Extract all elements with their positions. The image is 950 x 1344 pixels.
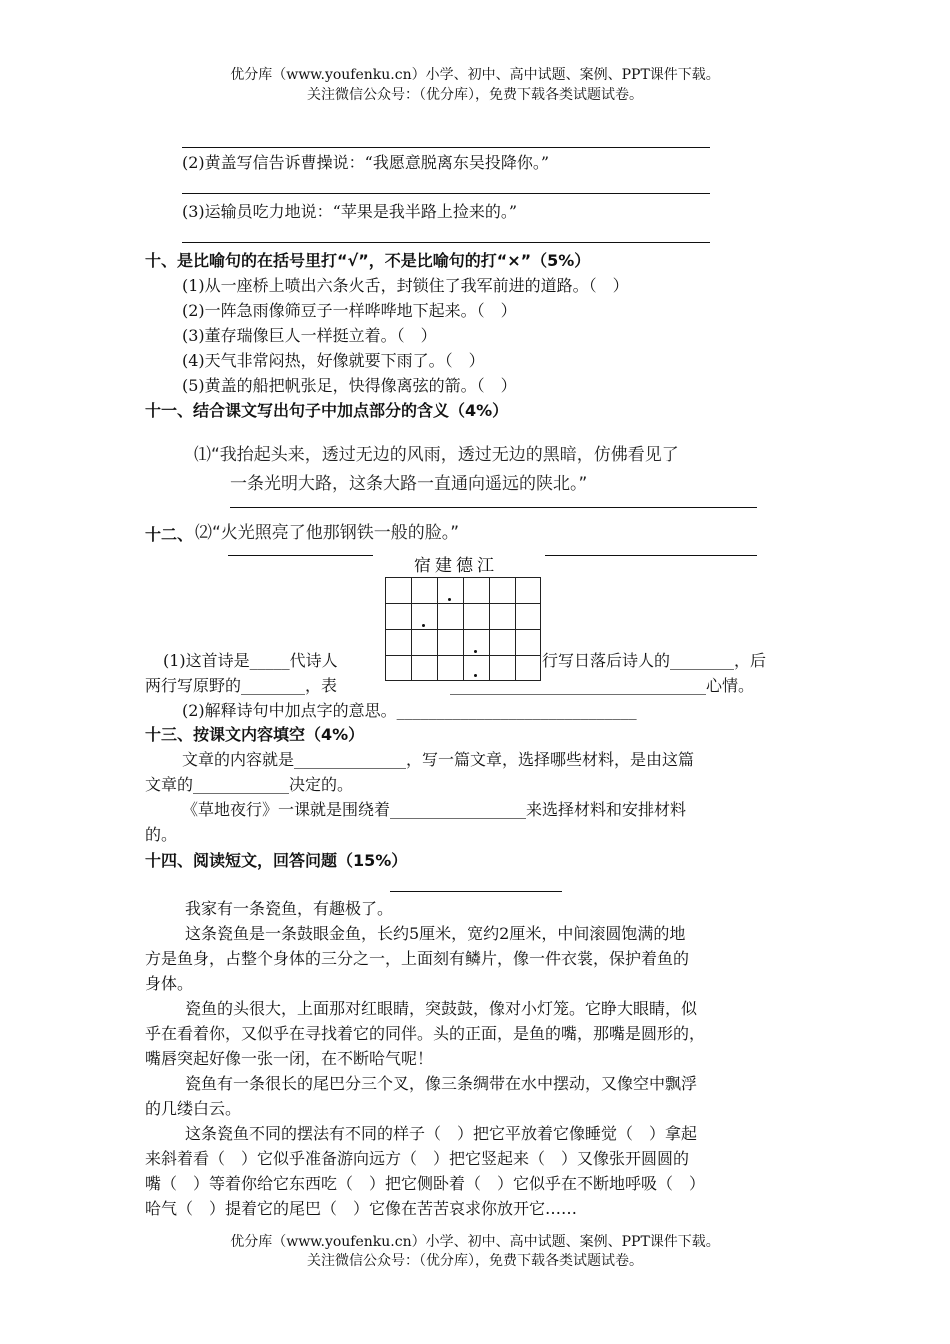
- passage-line: 来斜着看（ ）它似乎准备游向远方（ ）把它竖起来（ ）又像张开圆圆的: [145, 1149, 690, 1168]
- q10-item-1: (1)从一座桥上喷出六条火舌，封锁住了我军前进的道路。（ ）: [182, 276, 629, 295]
- answer-line: [182, 242, 710, 243]
- passage-line: 哈气（ ）提着它的尾巴（ ）它像在苦苦哀求你放开它……: [145, 1199, 578, 1218]
- q9-item-2: (2)黄盖写信告诉曹操说：“我愿意脱离东吴投降你。”: [182, 153, 550, 172]
- answer-line: [230, 507, 757, 508]
- header-line-2: 关注微信公众号：（优分库），免费下载各类试题试卷。: [307, 87, 643, 103]
- q12-line-1a: (1)这首诗是_____代诗人: [163, 651, 338, 670]
- emphasis-dot: [474, 650, 477, 653]
- footer-line-2: 关注微信公众号：（优分库），免费下载各类试题试卷。: [307, 1253, 643, 1269]
- emphasis-dot: [448, 598, 451, 601]
- q12-line-3: (2)解释诗句中加点字的意思。______________________________: [182, 701, 637, 720]
- q13-line-2: 文章的____________决定的。: [145, 775, 354, 794]
- passage-line: 嘴唇突起好像一张一闭，在不断哈气呢！: [145, 1049, 434, 1068]
- answer-line: [182, 193, 710, 194]
- q13-line-4: 的。: [145, 825, 178, 844]
- answer-line: [545, 555, 757, 556]
- passage-line: 这条瓷鱼是一条鼓眼金鱼，长约5厘米，宽约2厘米，中间滚圆饱满的地: [185, 924, 686, 943]
- q10-item-5: (5)黄盖的船把帆张足，快得像离弦的箭。（ ）: [182, 376, 517, 395]
- q12-label: 十二、: [145, 525, 194, 544]
- q11-sentence-2: ⑵“火光照亮了他那钢铁一般的脸。”: [195, 523, 460, 543]
- header-line-1: 优分库（www.youfenku.cn）小学、初中、高中试题、案例、PPT课件下载。: [230, 67, 720, 83]
- passage-title-blank: [390, 891, 562, 892]
- q14-title: 十四、阅读短文，回答问题（15%）: [145, 851, 408, 870]
- q9-item-3: (3)运输员吃力地说：“苹果是我半路上捡来的。”: [182, 202, 518, 221]
- passage-line: 方是鱼身，占整个身体的三分之一，上面刻有鳞片，像一件衣裳，保护着鱼的: [145, 949, 690, 968]
- q10-item-3: (3)董存瑞像巨人一样挺立着。（ ）: [182, 326, 437, 345]
- footer-line-1: 优分库（www.youfenku.cn）小学、初中、高中试题、案例、PPT课件下载。: [230, 1234, 720, 1250]
- q13-line-1: 文章的内容就是______________，写一篇文章，选择哪些材料，是由这篇: [182, 750, 695, 769]
- q11-title: 十一、结合课文写出句子中加点部分的含义（4%）: [145, 401, 509, 420]
- passage-line: 瓷鱼的头很大，上面那对红眼睛，突鼓鼓，像对小灯笼。它睁大眼睛，似: [185, 999, 698, 1018]
- q10-title: 十、是比喻句的在括号里打“√”，不是比喻句的打“×”（5%）: [145, 251, 591, 270]
- passage-line: 我家有一条瓷鱼，有趣极了。: [185, 899, 394, 918]
- q11-sentence-1-line-2: 一条光明大路，这条大路一直通向遥远的陕北。”: [230, 474, 588, 494]
- q12-line-2b: ________________________________心情。: [450, 676, 755, 695]
- answer-line: [228, 555, 373, 556]
- passage-line: 瓷鱼有一条很长的尾巴分三个叉，像三条绸带在水中摆动，又像空中飘浮: [185, 1074, 698, 1093]
- q13-title: 十三、按课文内容填空（4%）: [145, 725, 365, 744]
- q13-line-3: 《草地夜行》一课就是围绕着_________________来选择材料和安排材料: [182, 800, 687, 819]
- emphasis-dot: [422, 624, 425, 627]
- poem-writing-grid: [385, 577, 541, 681]
- q12-line-1b: 行写日落后诗人的________，后: [542, 651, 767, 670]
- answer-line: [182, 147, 710, 148]
- q11-sentence-1-line-1: ⑴“我抬起头来，透过无边的风雨，透过无边的黑暗，仿佛看见了: [194, 445, 679, 465]
- q10-item-2: (2)一阵急雨像筛豆子一样哗哗地下起来。（ ）: [182, 301, 517, 320]
- poem-title: 宿建德江: [414, 556, 498, 576]
- passage-line: 嘴（ ）等着你给它东西吃（ ）把它侧卧着（ ）它似乎在不断地呼吸（ ）: [145, 1174, 706, 1193]
- passage-line: 这条瓷鱼不同的摆法有不同的样子（ ）把它平放着它像睡觉（ ）拿起: [185, 1124, 698, 1143]
- q10-item-4: (4)天气非常闷热，好像就要下雨了。（ ）: [182, 351, 485, 370]
- q12-line-2a: 两行写原野的________，表: [145, 676, 338, 695]
- passage-line: 的几缕白云。: [145, 1099, 242, 1118]
- passage-line: 乎在看着你，又似乎在寻找着它的同伴。头的正面，是鱼的嘴，那嘴是圆形的，: [145, 1024, 706, 1043]
- passage-line: 身体。: [145, 974, 194, 993]
